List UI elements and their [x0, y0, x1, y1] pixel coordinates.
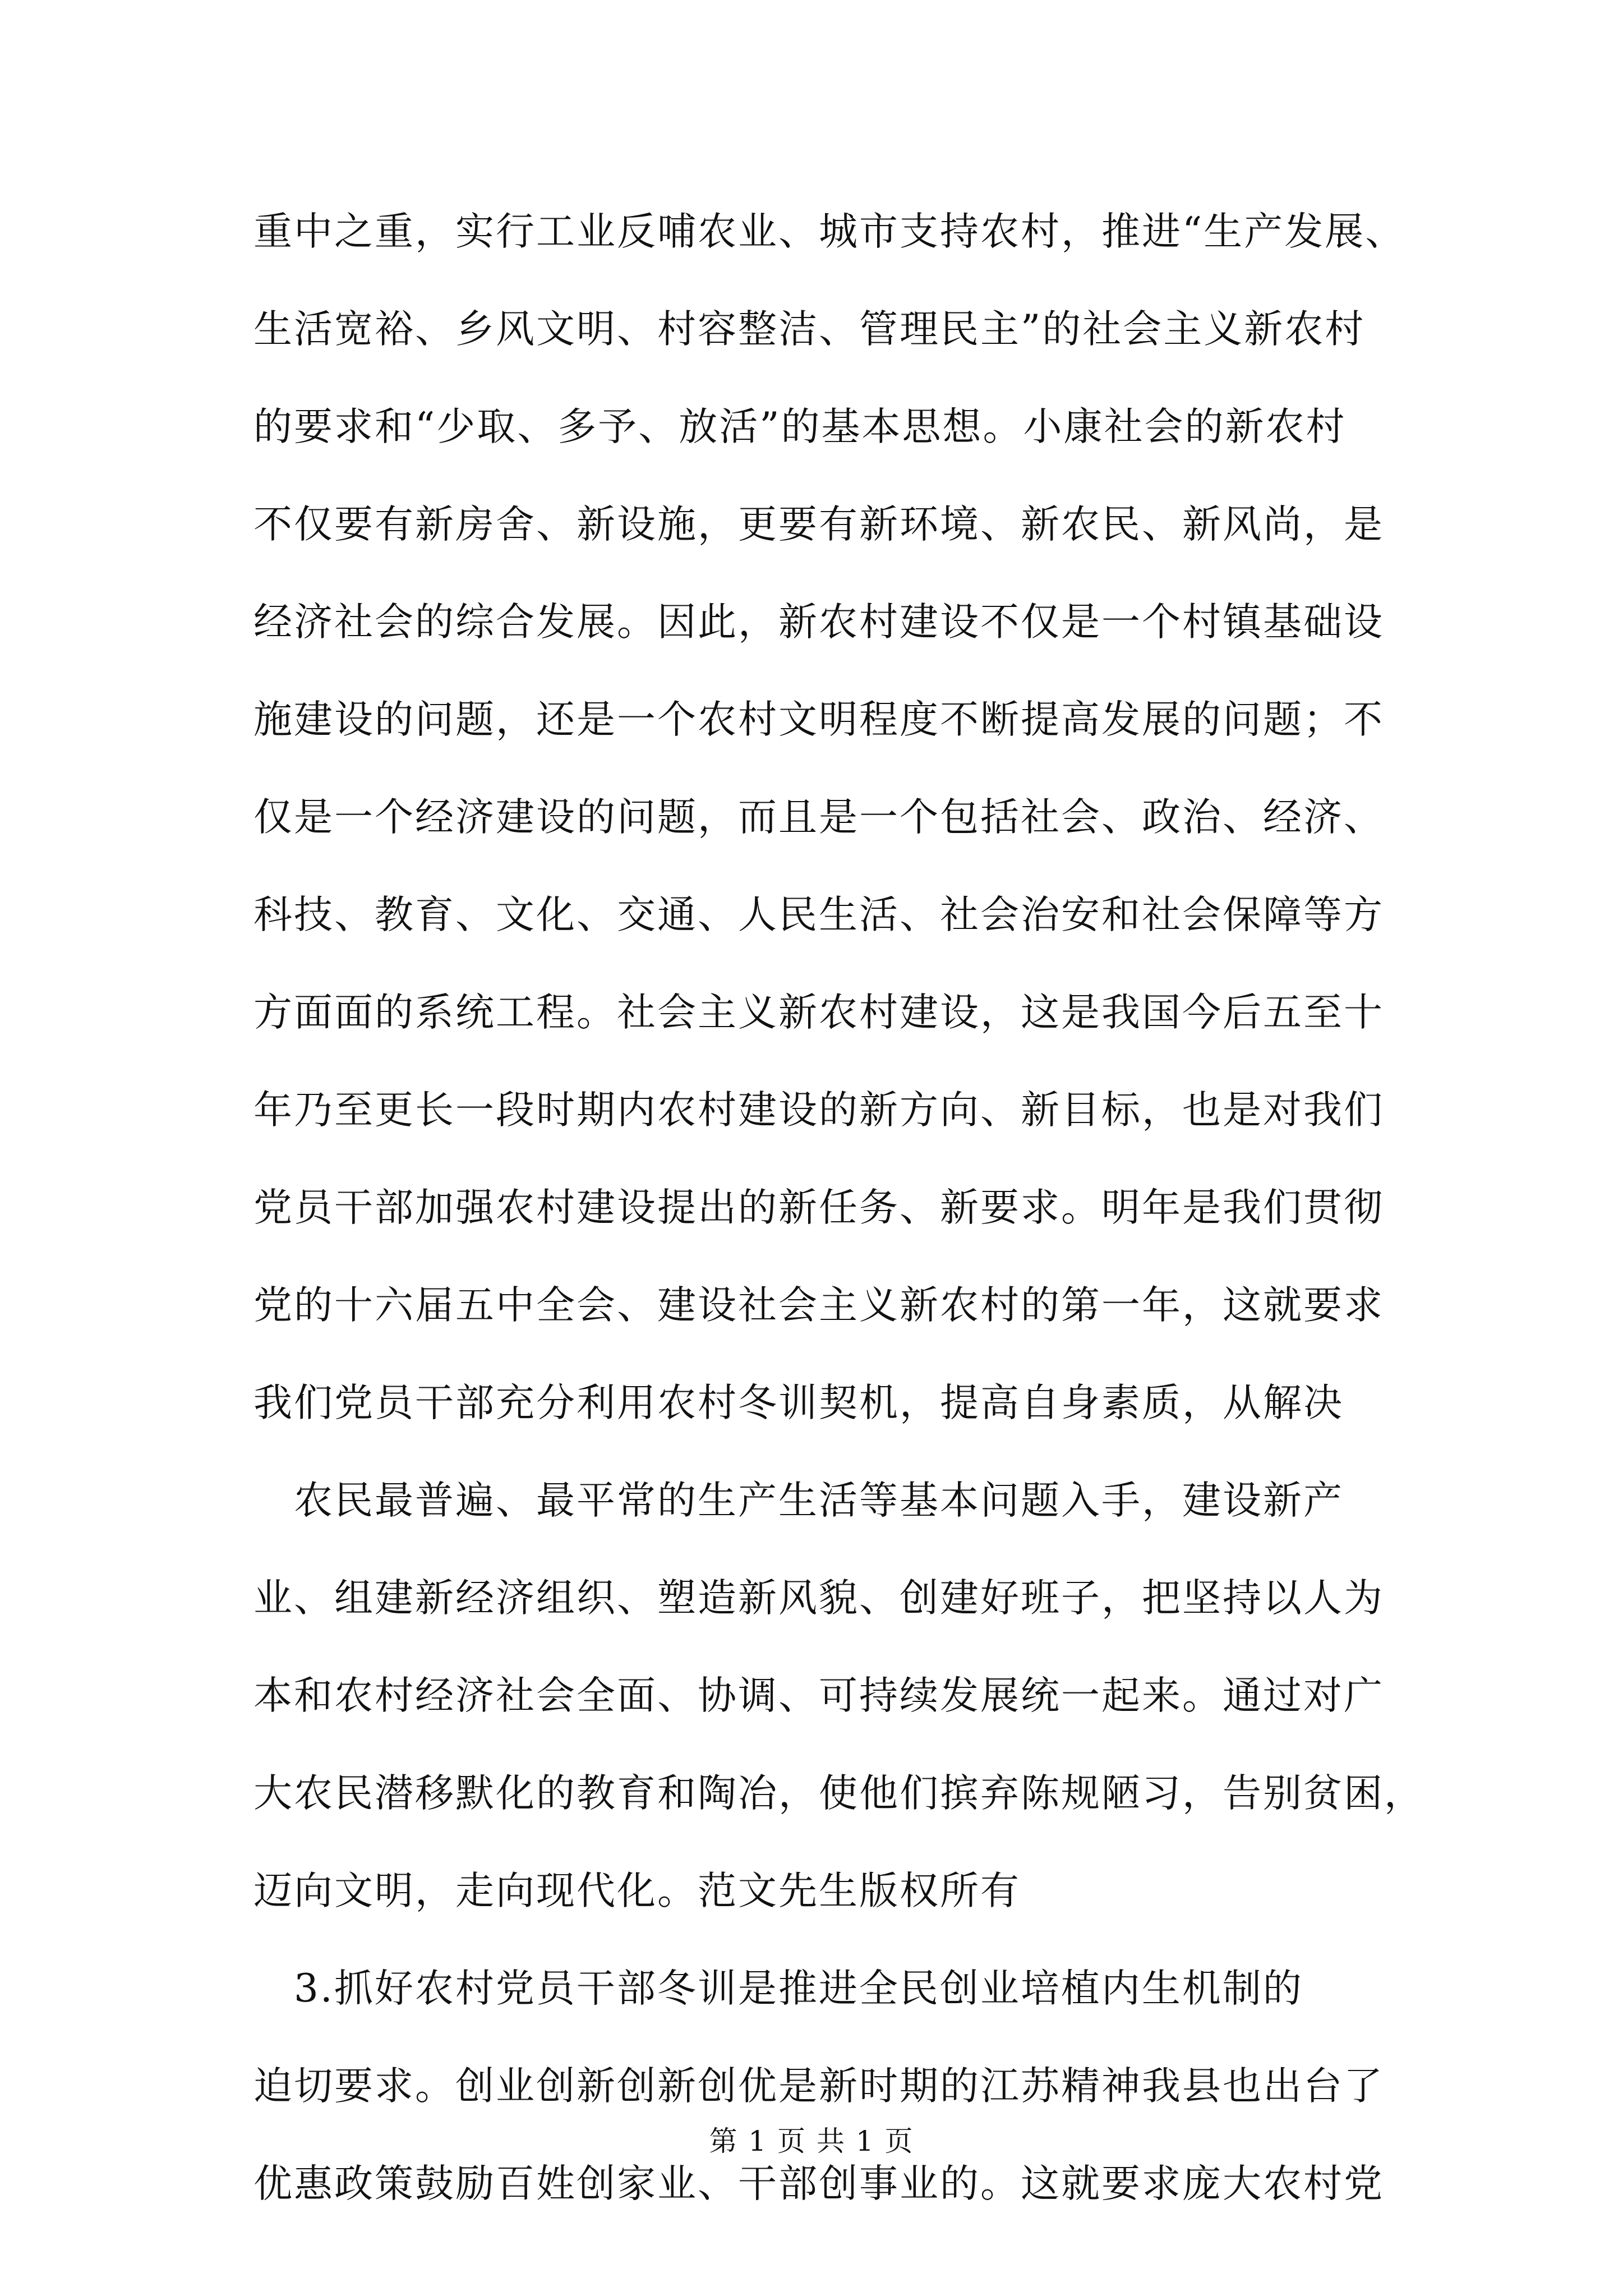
text-line-5: 经济社会的综合发展。因此，新农村建设不仅是一个村镇基础设 — [253, 600, 1384, 645]
text-line-17: 大农民潜移默化的教育和陶冶，使他们摈弃陈规陋习，告别贫困， — [253, 1771, 1424, 1816]
text-line-20: 迫切要求。创业创新创新创优是新时期的江苏精神我县也出台了 — [253, 2064, 1384, 2109]
text-line-19: 3.抓好农村党员干部冬训是推进全民创业培植内生机制的 — [253, 1966, 1303, 2011]
text-line-4: 不仅要有新房舍、新设施，更要有新环境、新农民、新风尚，是 — [253, 502, 1384, 547]
text-line-8: 科技、教育、文化、交通、人民生活、社会治安和社会保障等方 — [253, 892, 1384, 937]
text-line-11: 党员干部加强农村建设提出的新任务、新要求。明年是我们贯彻 — [253, 1185, 1384, 1230]
text-line-1: 重中之重，实行工业反哺农业、城市支持农村，推进“生产发展、 — [253, 209, 1406, 254]
body-text — [253, 208, 1431, 2257]
page-footer: 第 1 页 共 1 页 — [709, 2125, 914, 2157]
text-line-15: 业、组建新经济组织、塑造新风貌、创建好班子，把坚持以人为 — [253, 1576, 1384, 1621]
text-line-21: 优惠政策鼓励百姓创家业、干部创事业的。这就要求庞大农村党 — [253, 2161, 1384, 2206]
text-line-12: 党的十六届五中全会、建设社会主义新农村的第一年，这就要求 — [253, 1283, 1384, 1328]
text-line-2: 生活宽裕、乡风文明、村容整洁、管理民主”的社会主义新农村 — [253, 307, 1366, 352]
text-line-9: 方面面的系统工程。社会主义新农村建设，这是我国今后五至十 — [253, 990, 1384, 1035]
text-line-16: 本和农村经济社会全面、协调、可持续发展统一起来。通过对广 — [253, 1673, 1384, 1718]
text-line-13: 我们党员干部充分利用农村冬训契机，提高自身素质，从解决 — [253, 1381, 1344, 1425]
text-line-3: 的要求和“少取、多予、放活”的基本思想。小康社会的新农村 — [253, 404, 1347, 449]
text-line-18: 迈向文明，走向现代化。范文先生版权所有 — [253, 1869, 1021, 1913]
text-line-14: 农民最普遍、最平常的生产生活等基本问题入手，建设新产 — [253, 1478, 1344, 1523]
text-line-7: 仅是一个经济建设的问题，而且是一个包括社会、政治、经济、 — [253, 795, 1384, 840]
text-line-6: 施建设的问题，还是一个农村文明程度不断提高发展的问题；不 — [253, 697, 1384, 742]
text-line-10: 年乃至更长一段时期内农村建设的新方向、新目标，也是对我们 — [253, 1088, 1384, 1133]
